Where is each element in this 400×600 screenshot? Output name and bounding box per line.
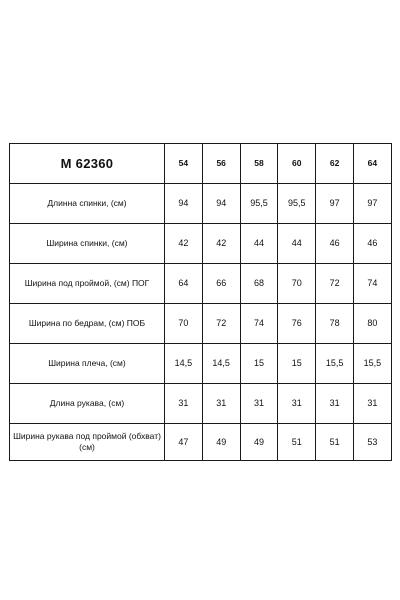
measurement-value: 72 <box>202 304 240 344</box>
measurement-value: 76 <box>278 304 316 344</box>
size-header-cell: 56 <box>202 144 240 184</box>
measurement-value: 95,5 <box>278 184 316 224</box>
measurement-row <box>10 184 392 224</box>
measurement-label: Ширина под проймой, (см) ПОГ <box>10 264 165 304</box>
measurement-value: 31 <box>278 384 316 424</box>
size-header-cell: 60 <box>278 144 316 184</box>
measurement-label: Ширина рукава под проймой (обхват) (см) <box>10 424 165 461</box>
measurement-value: 80 <box>353 304 391 344</box>
measurement-value: 15,5 <box>316 344 354 384</box>
measurement-row <box>10 304 392 344</box>
size-header-cell: 54 <box>165 144 203 184</box>
measurement-value: 46 <box>353 224 391 264</box>
measurement-value: 70 <box>165 304 203 344</box>
measurement-row <box>10 424 392 461</box>
measurement-value: 42 <box>165 224 203 264</box>
measurement-value: 51 <box>316 424 354 461</box>
measurement-value: 42 <box>202 224 240 264</box>
measurement-value: 51 <box>278 424 316 461</box>
header-row <box>10 144 392 184</box>
measurement-value: 31 <box>165 384 203 424</box>
measurement-label: Ширина по бедрам, (см) ПОБ <box>10 304 165 344</box>
measurement-row <box>10 344 392 384</box>
measurement-value: 15 <box>240 344 278 384</box>
measurement-label: Ширина плеча, (см) <box>10 344 165 384</box>
measurement-value: 95,5 <box>240 184 278 224</box>
measurement-value: 74 <box>240 304 278 344</box>
measurement-value: 44 <box>278 224 316 264</box>
measurement-label: Ширина спинки, (см) <box>10 224 165 264</box>
size-header-cell: 58 <box>240 144 278 184</box>
measurement-value: 44 <box>240 224 278 264</box>
size-header-cell: 64 <box>353 144 391 184</box>
measurement-value: 15,5 <box>353 344 391 384</box>
measurement-value: 31 <box>316 384 354 424</box>
measurement-value: 68 <box>240 264 278 304</box>
measurement-row <box>10 224 392 264</box>
measurement-value: 66 <box>202 264 240 304</box>
measurement-value: 15 <box>278 344 316 384</box>
measurement-value: 46 <box>316 224 354 264</box>
measurement-value: 97 <box>353 184 391 224</box>
measurement-label: Длина рукава, (см) <box>10 384 165 424</box>
measurement-value: 49 <box>240 424 278 461</box>
measurement-value: 14,5 <box>165 344 203 384</box>
measurement-value: 94 <box>165 184 203 224</box>
measurement-row <box>10 384 392 424</box>
measurement-value: 78 <box>316 304 354 344</box>
measurement-value: 53 <box>353 424 391 461</box>
measurement-value: 72 <box>316 264 354 304</box>
measurement-value: 74 <box>353 264 391 304</box>
measurement-value: 14,5 <box>202 344 240 384</box>
measurement-value: 49 <box>202 424 240 461</box>
size-chart-body <box>10 144 392 461</box>
measurement-value: 31 <box>240 384 278 424</box>
measurement-value: 31 <box>353 384 391 424</box>
measurement-value: 31 <box>202 384 240 424</box>
measurement-value: 70 <box>278 264 316 304</box>
measurement-label: Длинна спинки, (см) <box>10 184 165 224</box>
measurement-value: 47 <box>165 424 203 461</box>
measurement-value: 64 <box>165 264 203 304</box>
measurement-row <box>10 264 392 304</box>
measurement-value: 97 <box>316 184 354 224</box>
model-number: М 62360 <box>10 144 165 184</box>
measurement-value: 94 <box>202 184 240 224</box>
size-header-cell: 62 <box>316 144 354 184</box>
size-chart-table <box>9 143 392 461</box>
